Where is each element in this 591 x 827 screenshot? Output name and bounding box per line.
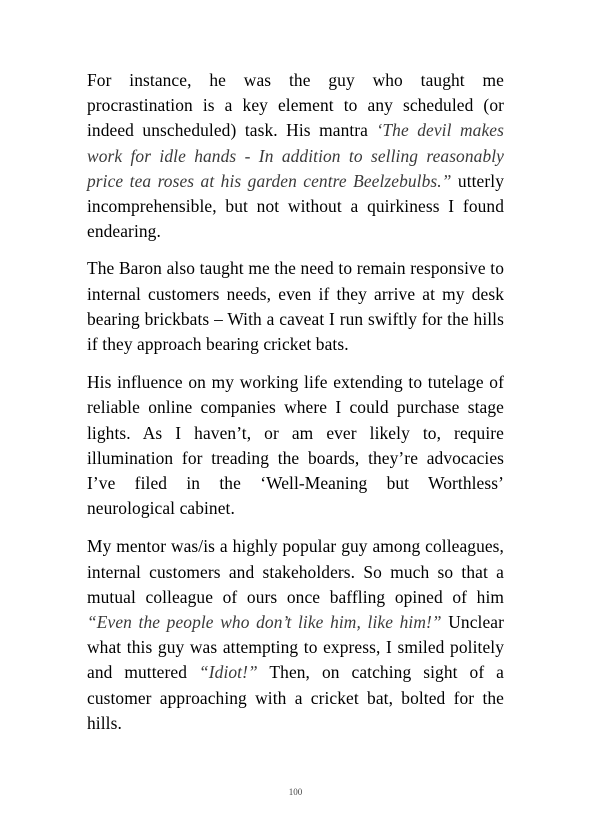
paragraph-1-text-2: utterly incomprehensible, but not without a quirkiness I found endearing. (87, 170, 504, 242)
paragraph-3 (87, 370, 504, 521)
paragraph-1-quote-devil: ‘The devil makes work for idle hands - In addition to selling reasonably price tea roses at his garden centre Beelzebulbs.” (87, 120, 504, 191)
page-number: 100 (288, 787, 303, 797)
paragraph-3-text-1: His influence on my working life extending to tutelage of reliable online companies where I could purchase stage lights. As I haven’t, or am ever likely to, require illumination for treading the boards, they’re advocacies I’ve filed in the ‘Well-Meaning but Worthless’ neurological cabinet. (87, 372, 504, 519)
paragraph-4-text-3: Then, on catching sight of a customer approaching with a cricket bat, bolted for the hills. (87, 662, 505, 733)
paragraph-4-quote-like-him: “Even the people who don’t like him, like him!” (87, 612, 442, 633)
paragraph-1-text-1: For instance, he was the guy who taught me procrastination is a key element to any scheduled (or indeed unscheduled) task. His mantra (87, 70, 504, 141)
paragraph-4-text-2: Unclear what this guy was attempting to express, I smiled politely and muttered (87, 612, 505, 683)
paragraph-2-text-1: The Baron also taught me the need to remain responsive to internal customers needs, even if they arrive at my desk bearing brickbats – With a caveat I run swiftly for the hills if they approach bearing cricket bats. (87, 258, 504, 355)
paragraph-1 (87, 68, 504, 244)
paragraph-4-text-1: My mentor was/is a highly popular guy among colleagues, internal customers and stakeholders. So much so that a mutual colleague of ours once baffling opined of him (87, 536, 504, 607)
paragraph-2 (87, 256, 504, 357)
paragraph-4-quote-idiot: “Idiot!” (198, 662, 258, 683)
paragraph-4 (87, 534, 504, 736)
page-body (87, 68, 504, 749)
